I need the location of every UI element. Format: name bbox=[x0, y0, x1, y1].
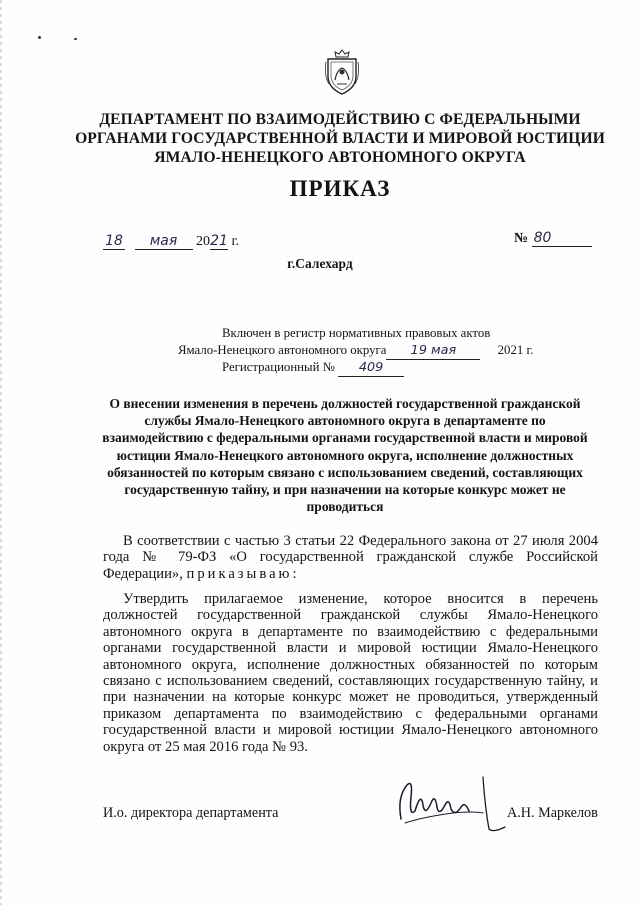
scan-speck bbox=[38, 36, 41, 39]
order-line: должностей государственной гражданской службы Ямало-Ненецкого bbox=[103, 607, 598, 624]
order-date bbox=[103, 233, 253, 253]
date-year-prefix: 20 bbox=[196, 234, 210, 249]
date-year-suffix: 21 bbox=[210, 233, 228, 249]
preamble-line: В соответствии с частью 3 статьи 22 Федерального закона от 27 июля 2004 bbox=[123, 533, 598, 549]
order-line: автономного округа, исполнение должностных обязанностей по которым bbox=[103, 656, 598, 673]
signer-name: А.Н. Маркелов bbox=[507, 805, 598, 821]
subject-line: государственную тайну, и при назначении на которые конкурс может не bbox=[124, 482, 566, 498]
subject-line: взаимодействию с федеральными органами государственной власти и мировой bbox=[102, 430, 588, 446]
registry-number-label: Регистрационный № bbox=[222, 360, 335, 374]
number-sign: № bbox=[514, 231, 529, 246]
signature-block bbox=[103, 805, 603, 835]
document-type-heading: ПРИКАЗ bbox=[289, 176, 391, 201]
order-line: автономного округа в департаменте по взаимодействию с федеральными bbox=[103, 623, 598, 640]
preamble-line bbox=[103, 566, 598, 582]
preamble-federation: Федерации», bbox=[103, 565, 183, 582]
scan-edge bbox=[0, 0, 2, 905]
department-title bbox=[60, 110, 620, 167]
subject-line: проводиться bbox=[306, 499, 384, 515]
registry-line-3 bbox=[222, 359, 404, 377]
subject-line: обязанностей по которым связано с использованием сведений, составляющих bbox=[107, 464, 583, 480]
department-title-line: ДЕПАРТАМЕНТ ПО ВЗАИМОДЕЙСТВИЮ С ФЕДЕРАЛЬНЫМИ bbox=[99, 111, 581, 128]
registry-date: 19 мая bbox=[386, 342, 480, 360]
order-line: связано с использованием сведений, составляющих государственную тайну, и bbox=[103, 672, 598, 689]
preamble-paragraph bbox=[103, 533, 598, 582]
registry-number: 409 bbox=[338, 359, 404, 377]
date-year-unit: г. bbox=[231, 234, 240, 249]
subject-line: службы Ямало-Ненецкого автономного округа в департаменте по bbox=[144, 413, 546, 429]
order-paragraph bbox=[103, 591, 598, 755]
order-number bbox=[514, 230, 604, 250]
number-value: 80 bbox=[532, 230, 592, 247]
preamble-line: года № 79-ФЗ «О государственной гражданской службе Российской bbox=[103, 549, 598, 566]
date-day: 18 bbox=[103, 233, 125, 250]
registry-line-2 bbox=[178, 342, 533, 360]
coat-of-arms-emblem-icon bbox=[323, 48, 361, 96]
order-line: округа от 25 мая 2016 года № 93. bbox=[103, 738, 308, 755]
subject-line: юстиции Ямало-Ненецкого автономного округа, исполнение должностных bbox=[116, 447, 574, 463]
order-subject bbox=[95, 395, 595, 515]
registry-year: 2021 г. bbox=[497, 343, 534, 357]
department-title-line: ОРГАНАМИ ГОСУДАРСТВЕННОЙ ВЛАСТИ И МИРОВОЙ ЮСТИЦИИ bbox=[75, 130, 605, 147]
order-verb: приказываю: bbox=[186, 565, 300, 582]
scan-speck bbox=[74, 38, 77, 40]
order-line: Утвердить прилагаемое изменение, которое вносится в перечень bbox=[123, 591, 598, 607]
department-title-line: ЯМАЛО-НЕНЕЦКОГО АВТОНОМНОГО ОКРУГА bbox=[154, 149, 526, 166]
handwritten-signature-icon bbox=[393, 767, 513, 837]
order-line: приказом департамента по взаимодействию с федеральными органами bbox=[103, 705, 598, 722]
order-line: государственной власти и мировой юстиции Ямало-Ненецкого автономного bbox=[103, 722, 598, 739]
city-line: г.Салехард bbox=[287, 256, 353, 271]
date-month: мая bbox=[135, 233, 193, 250]
registry-region: Ямало-Ненецкого автономного округа bbox=[178, 343, 387, 357]
subject-line: О внесении изменения в перечень должностей государственной гражданской bbox=[109, 396, 581, 411]
order-line: органами государственной власти и мировой юстиции Ямало-Ненецкого bbox=[103, 640, 598, 657]
signer-title: И.о. директора департамента bbox=[103, 805, 279, 821]
order-line: при назначении на которые конкурс может не проводиться, утвержденный bbox=[103, 689, 598, 706]
registry-line-1: Включен в регистр нормативных правовых актов bbox=[222, 326, 491, 340]
